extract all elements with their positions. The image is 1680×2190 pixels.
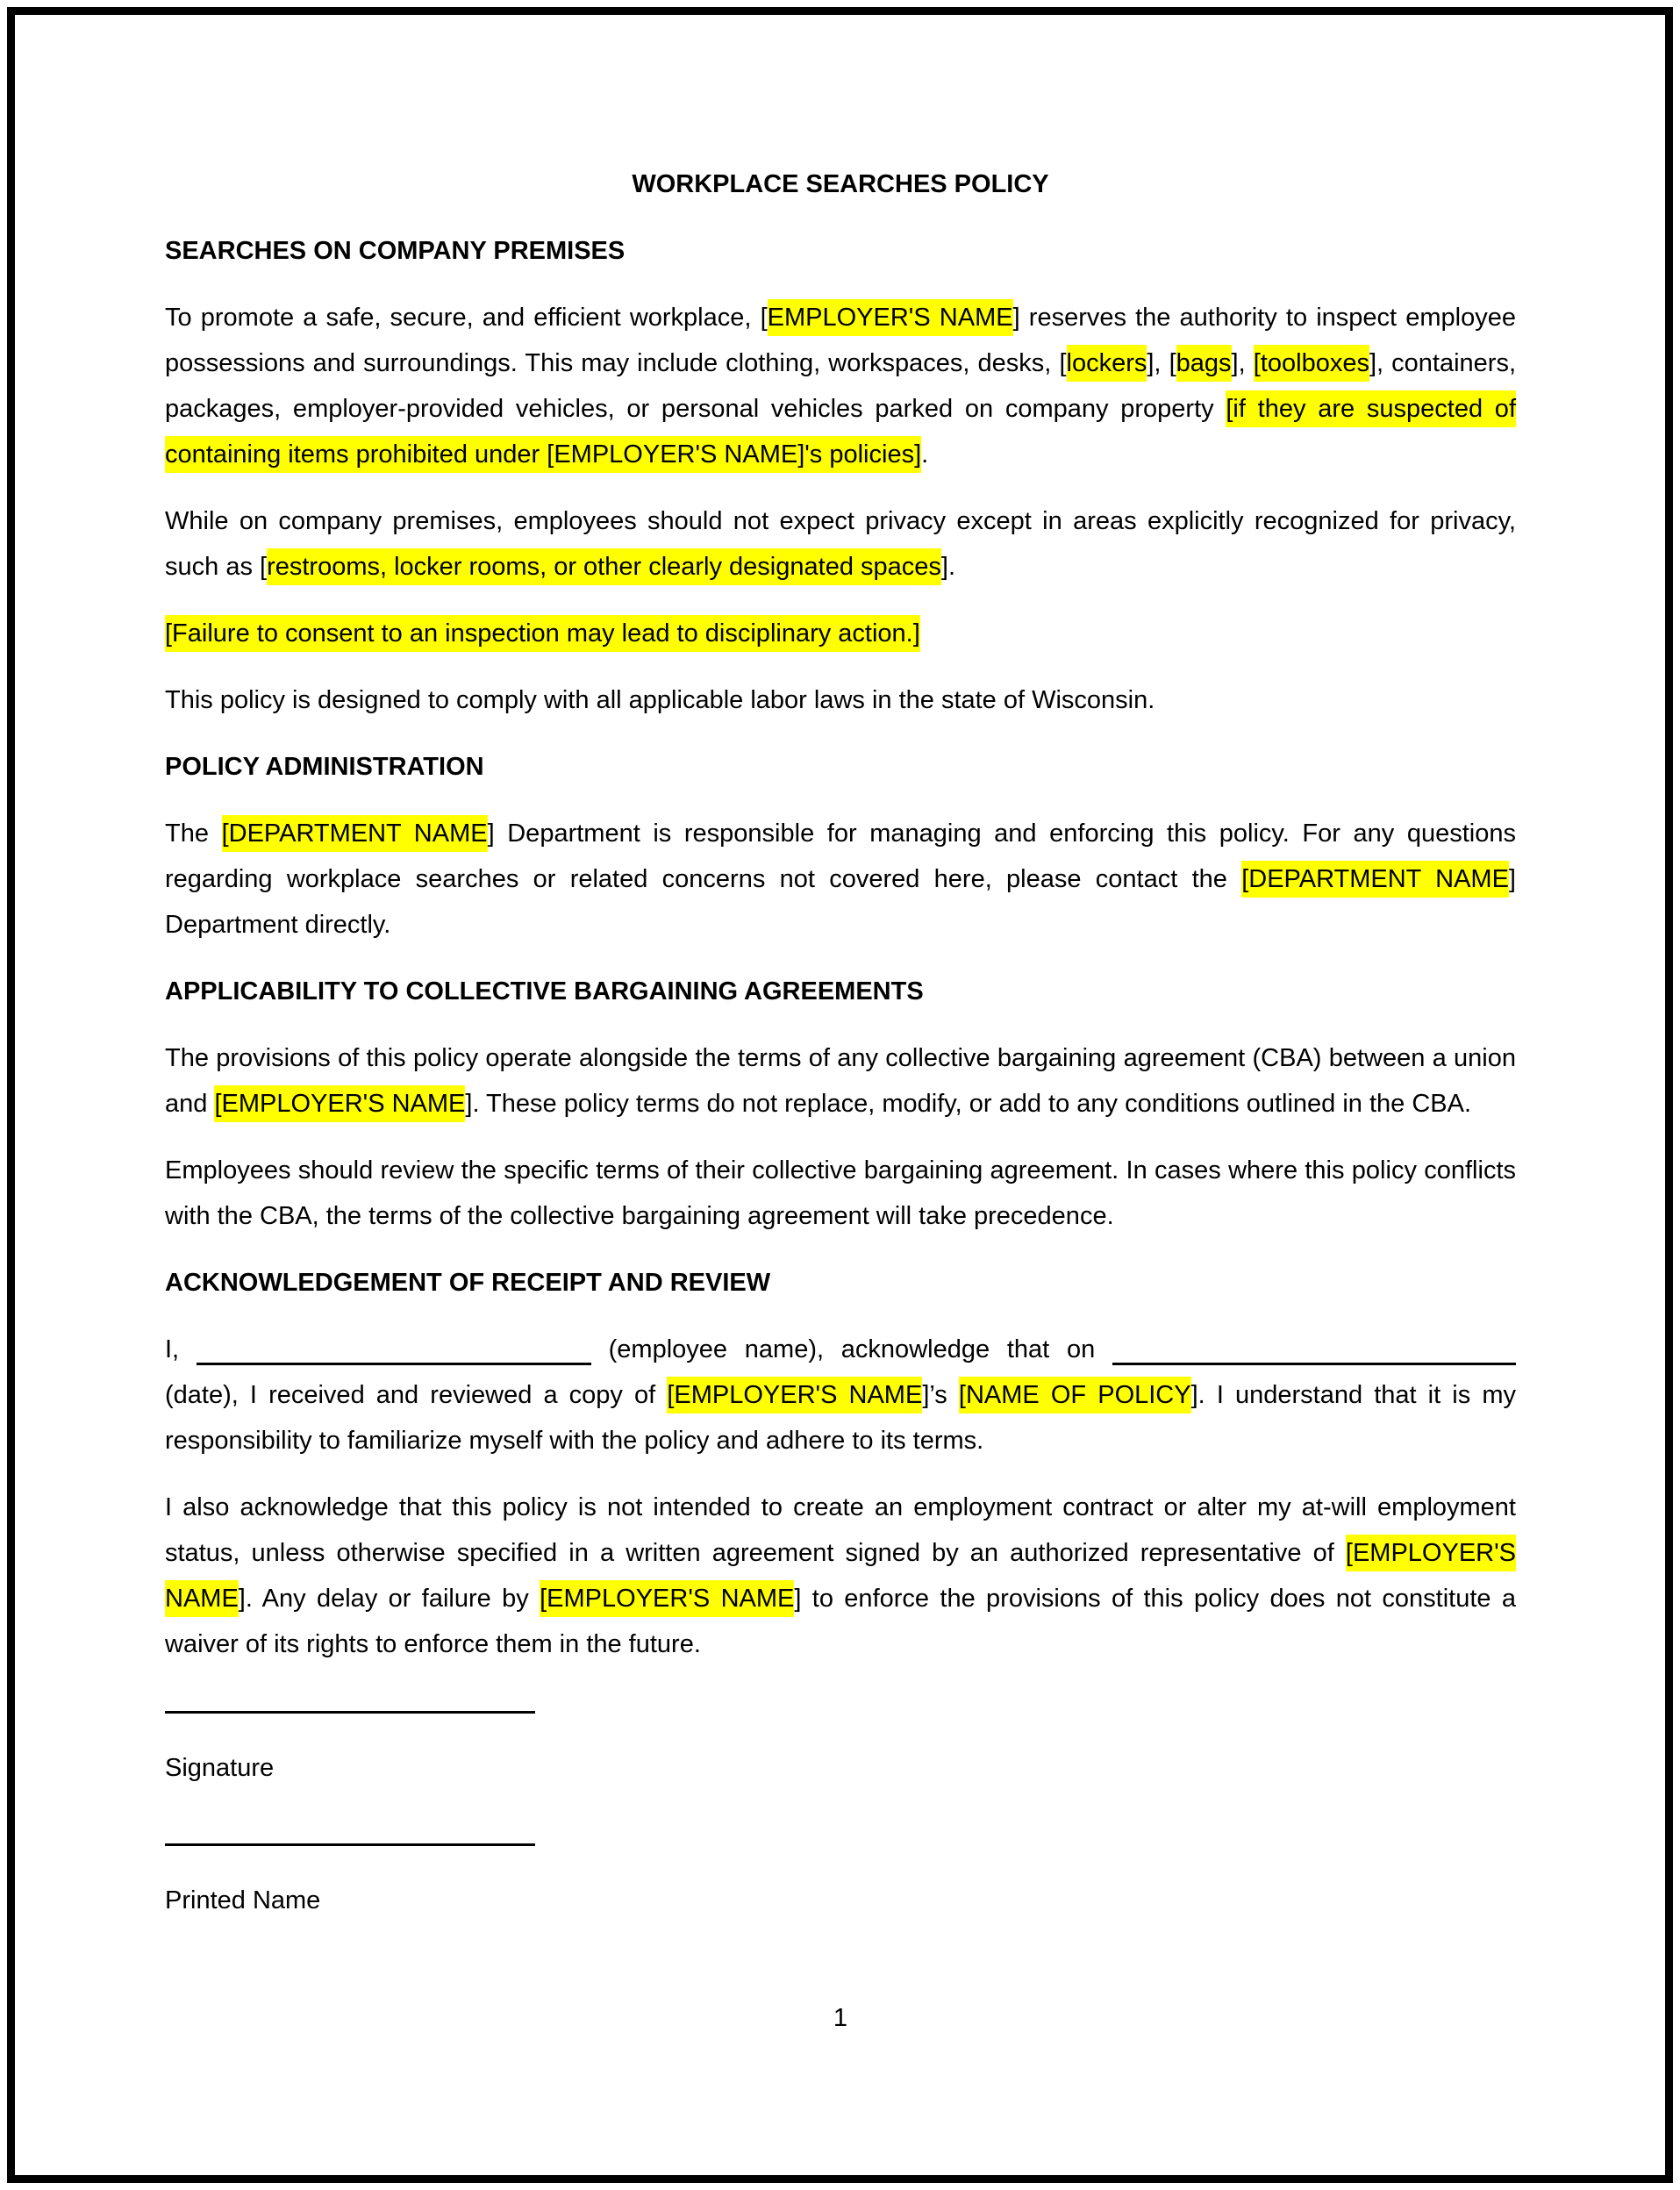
text-run: ]. Any delay or failure by [238, 1585, 540, 1613]
highlighted-text: [if they are suspected of containing items prohibited under [EMPLOYER'S NAME]'s policies] [165, 390, 1516, 473]
text-run: ] Department is responsible for managing and enforcing this policy. For any questions regarding workplace searches or related concerns not covered here, please contact the [165, 819, 1516, 893]
text-run: POLICY ADMINISTRATION [165, 753, 484, 781]
text-run: (employee name), acknowledge that on [590, 1335, 1112, 1363]
paragraph [165, 1148, 1516, 1239]
text-run: ], [ [1147, 349, 1176, 377]
text-run: APPLICABILITY TO COLLECTIVE BARGAINING AGREEMENTS [165, 977, 924, 1006]
document-title [165, 161, 1516, 207]
fill-in-blank [197, 1363, 591, 1365]
text-run: Signature [165, 1754, 275, 1782]
text-run: ], containers, packages, employer-provided vehicles, or personal vehicles parked on company property [165, 349, 1517, 423]
text-run: ]. [940, 553, 956, 581]
text-run: ] reserves the authority to inspect employee possessions and surroundings. This may include clothing, workspaces, desks, [ [165, 304, 1516, 377]
section-heading [165, 744, 1516, 790]
paragraph [165, 295, 1516, 477]
section-heading [165, 1260, 1516, 1306]
text-run: Printed Name [165, 1886, 321, 1914]
paragraph [165, 1327, 1516, 1464]
text-run: ACKNOWLEDGEMENT OF RECEIPT AND REVIEW [165, 1269, 771, 1297]
highlighted-text: [DEPARTMENT NAME [222, 815, 488, 852]
text-run: This policy is designed to comply with all applicable labor laws in the state of Wisconsin. [165, 686, 1155, 714]
section-heading [165, 969, 1516, 1014]
text-run: To promote a safe, secure, and efficient workplace, [ [165, 304, 768, 332]
highlighted-text: lockers [1067, 345, 1147, 382]
text-run: While on company premises, employees should not expect privacy except in areas explicitly recognized for privacy, such as [ [165, 507, 1516, 581]
text-run: SEARCHES ON COMPANY PREMISES [165, 237, 626, 265]
highlighted-text: [Failure to consent to an inspection may lead to disciplinary action.] [165, 615, 920, 652]
text-run: 1 [833, 2004, 848, 2032]
signature-line [165, 1843, 535, 1846]
fill-in-blank [1112, 1363, 1516, 1365]
highlighted-text: [toolboxes [1254, 345, 1369, 382]
highlighted-text: EMPLOYER'S NAME [768, 299, 1013, 336]
text-run: I, [165, 1335, 197, 1363]
highlighted-text: [NAME OF POLICY [959, 1377, 1191, 1413]
highlighted-text: [DEPARTMENT NAME [1241, 861, 1509, 898]
paragraph [165, 811, 1516, 948]
text-run: The [165, 819, 222, 848]
text-run: ] Department directly. [165, 865, 1516, 939]
paragraph [165, 498, 1516, 590]
text-run: ] to enforce the provisions of this policy does not constitute a waiver of its rights to enforce them in the future. [165, 1585, 1516, 1658]
text-run: The provisions of this policy operate alongside the terms of any collective bargaining agreement (CBA) between a union and [165, 1044, 1516, 1118]
paragraph [165, 1485, 1516, 1667]
highlighted-text: bags [1176, 345, 1232, 382]
section-heading [165, 228, 1516, 274]
text-run: ]. I understand that it is my responsibility to familiarize myself with the policy and adhere to its terms. [165, 1381, 1516, 1455]
page-number [165, 1995, 1516, 2041]
text-run: . [921, 440, 929, 469]
text-run: I also acknowledge that this policy is not intended to create an employment contract or alter my at-will employment status, unless otherwise specified in a written agreement signed by an authorized representative of [165, 1493, 1516, 1567]
highlighted-text: [EMPLOYER'S NAME [667, 1377, 922, 1413]
paragraph [165, 1035, 1516, 1127]
highlighted-text: [EMPLOYER'S NAME [214, 1085, 465, 1122]
text-run: ]. These policy terms do not replace, modify, or add to any conditions outlined in the CBA. [465, 1090, 1472, 1118]
text-run: ]’s [922, 1381, 959, 1409]
signature-line [165, 1711, 535, 1714]
highlighted-text: [EMPLOYER'S NAME [165, 1535, 1516, 1617]
signature-label [165, 1878, 1516, 1923]
paragraph [165, 677, 1516, 723]
paragraph [165, 611, 1516, 656]
text-run: Employees should review the specific terms of their collective bargaining agreement. In cases where this policy conflicts with the CBA, the terms of the collective bargaining agreement will take precedence. [165, 1156, 1516, 1230]
highlighted-text: restrooms, locker rooms, or other clearly designated spaces [267, 548, 941, 585]
text-run: WORKPLACE SEARCHES POLICY [632, 170, 1049, 198]
text-run: (date), I received and reviewed a copy of [165, 1381, 668, 1409]
signature-label [165, 1745, 1516, 1791]
highlighted-text: [EMPLOYER'S NAME [540, 1580, 794, 1617]
text-run: ], [1231, 349, 1254, 377]
document-content [165, 161, 1516, 2041]
